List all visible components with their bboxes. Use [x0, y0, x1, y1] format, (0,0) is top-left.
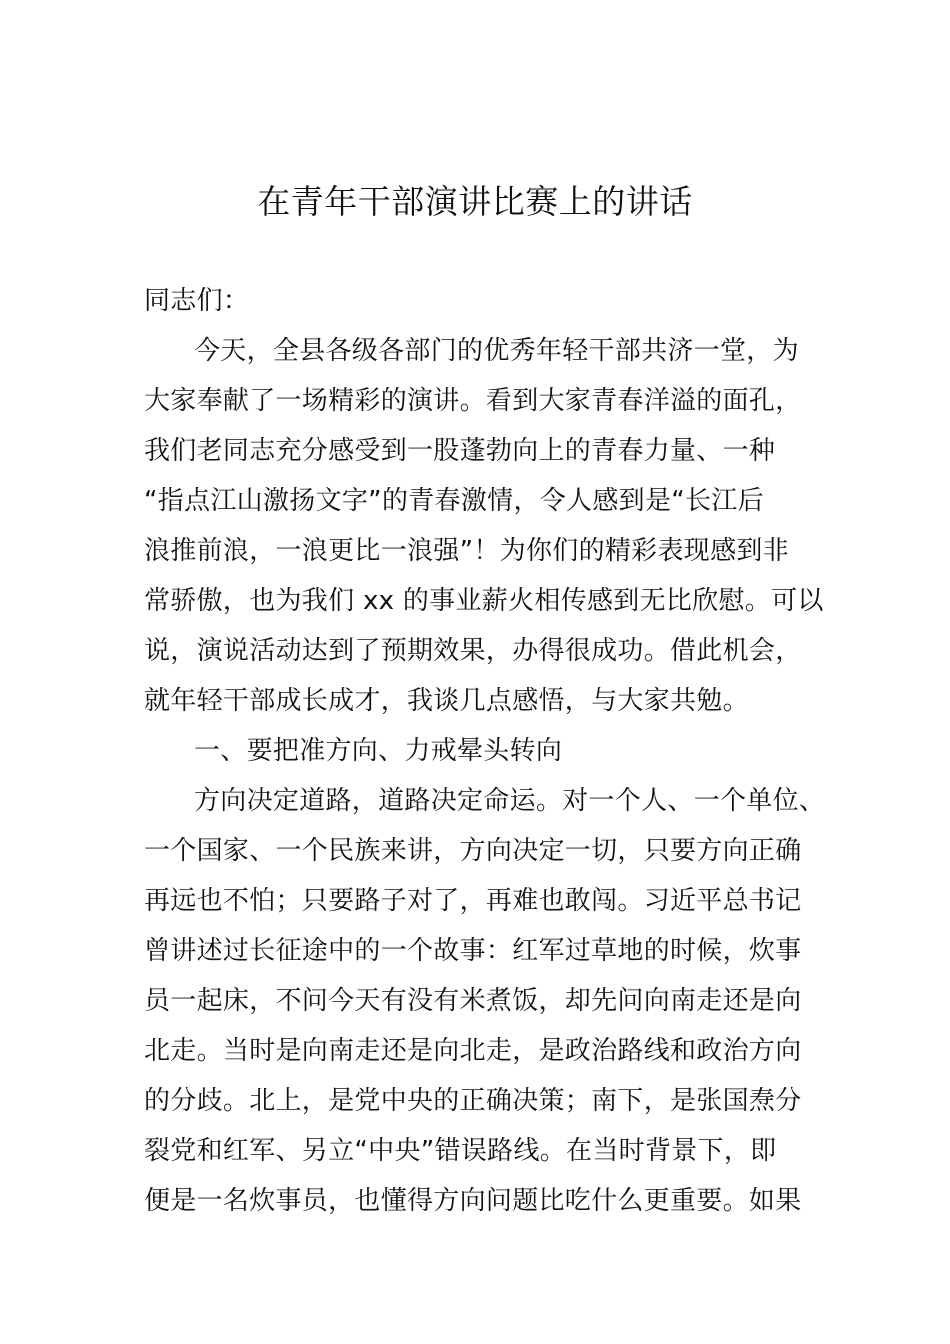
text-line: 同志们：	[144, 286, 250, 316]
text-line: 再远也不怕；只要路子对了，再难也敢闯。习近平总书记	[144, 886, 802, 916]
text-line: 一、要把准方向、力戒晕头转向	[194, 736, 563, 766]
text-line: 北走。当时是向南走还是向北走，是政治路线和政治方向	[144, 1036, 802, 1066]
text-line: 裂党和红军、另立“中央”错误路线。在当时背景下，即	[144, 1136, 777, 1166]
text-line: 浪推前浪，一浪更比一浪强”！为你们的精彩表现感到非	[144, 536, 789, 566]
text-line: 常骄傲，也为我们 xx 的事业薪火相传感到无比欣慰。可以	[144, 586, 824, 616]
text-line: 我们老同志充分感受到一股蓬勃向上的青春力量、一种	[144, 436, 776, 466]
document-body	[144, 276, 826, 1226]
document-title: 在青年干部演讲比赛上的讲话	[257, 182, 693, 221]
text-line: 便是一名炊事员，也懂得方向问题比吃什么更重要。如果	[144, 1186, 802, 1216]
text-line: 方向决定道路，道路决定命运。对一个人、一个单位、	[194, 786, 826, 816]
text-line: 的分歧。北上，是党中央的正确决策；南下，是张国焘分	[144, 1086, 802, 1116]
text-line: 员一起床，不问今天有没有米煮饭，却先问向南走还是向	[144, 986, 802, 1016]
text-line: “指点江山激扬文字”的青春激情，令人感到是“长江后	[144, 486, 764, 516]
text-line: 就年轻干部成长成才，我谈几点感悟，与大家共勉。	[144, 686, 749, 716]
text-line: 今天，全县各级各部门的优秀年轻干部共济一堂，为	[194, 336, 799, 366]
text-line: 说，演说活动达到了预期效果，办得很成功。借此机会，	[144, 636, 802, 666]
text-line: 大家奉献了一场精彩的演讲。看到大家青春洋溢的面孔，	[144, 386, 802, 416]
text-line: 曾讲述过长征途中的一个故事：红军过草地的时候，炊事	[144, 936, 802, 966]
text-line: 一个国家、一个民族来讲，方向决定一切，只要方向正确	[144, 836, 802, 866]
